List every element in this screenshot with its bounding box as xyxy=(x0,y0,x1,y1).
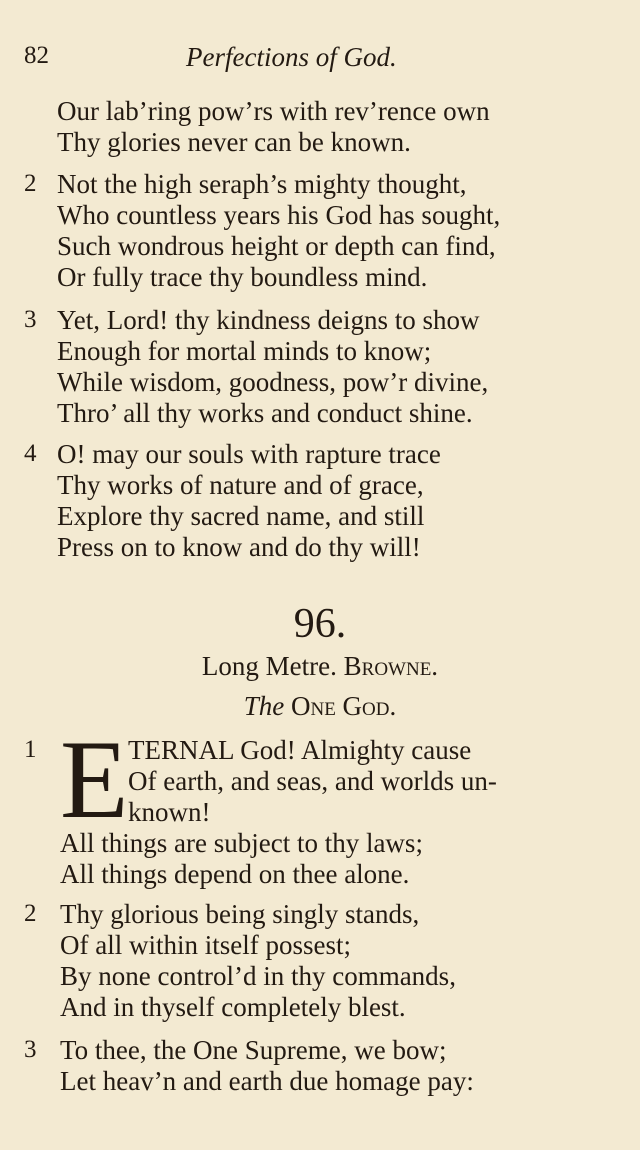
stanza-number: 2 xyxy=(24,900,37,927)
verse-line: Thy works of nature and of grace, xyxy=(57,470,424,500)
stanza-number: 4 xyxy=(24,440,37,467)
verse-line: Of earth, and seas, and worlds un- xyxy=(128,766,497,796)
hymn-author: Browne. xyxy=(343,651,439,681)
verse-line: By none control’d in thy commands, xyxy=(60,961,456,991)
stanza-number: 3 xyxy=(24,1036,37,1063)
verse-line: Our lab’ring pow’rs with rev’rence own xyxy=(57,96,490,126)
page-number: 82 xyxy=(24,42,49,69)
verse-line: All things depend on thee alone. xyxy=(60,859,410,889)
verse-line: Thy glories never can be known. xyxy=(57,127,411,157)
verse-line: Of all within itself possest; xyxy=(60,930,351,960)
stanza-number: 1 xyxy=(24,736,37,763)
hymn-title-main: One God. xyxy=(290,691,397,721)
hymn-metre: Long Metre. xyxy=(201,651,337,681)
verse-line: Not the high seraph’s mighty thought, xyxy=(57,169,467,199)
verse-line: Or fully trace thy boundless mind. xyxy=(57,262,428,292)
verse-line: O! may our souls with rapture trace xyxy=(57,439,441,469)
verse-line: Explore thy sacred name, and still xyxy=(57,501,425,531)
verse-line: Thro’ all thy works and conduct shine. xyxy=(57,398,473,428)
verse-line: Who countless years his God has sought, xyxy=(57,200,501,230)
drop-cap: E xyxy=(60,718,129,842)
verse-line: All things are subject to thy laws; xyxy=(60,828,423,858)
verse-line: Thy glorious being singly stands, xyxy=(60,899,420,929)
verse-line: known! xyxy=(128,797,211,827)
verse-line: And in thyself completely blest. xyxy=(60,992,406,1022)
verse-line: Let heav’n and earth due homage pay: xyxy=(60,1066,474,1096)
verse-line: Press on to know and do thy will! xyxy=(57,532,421,562)
running-title: Perfections of God. xyxy=(186,42,397,72)
verse-line: TERNAL God! Almighty cause xyxy=(128,735,472,765)
hymn-number: 96. xyxy=(293,601,347,647)
hymn-metre-line xyxy=(0,650,640,682)
stanza-number: 3 xyxy=(24,306,37,333)
stanza-number: 2 xyxy=(24,170,37,197)
verse-line: To thee, the One Supreme, we bow; xyxy=(60,1035,447,1065)
verse-line: Yet, Lord! thy kindness deigns to show xyxy=(57,305,480,335)
hymn-title-article: The xyxy=(243,691,285,721)
page-header xyxy=(0,42,640,82)
verse-line: Enough for mortal minds to know; xyxy=(57,336,432,366)
verse-line: While wisdom, goodness, pow’r divine, xyxy=(57,367,489,397)
verse-line: Such wondrous height or depth can find, xyxy=(57,231,496,261)
